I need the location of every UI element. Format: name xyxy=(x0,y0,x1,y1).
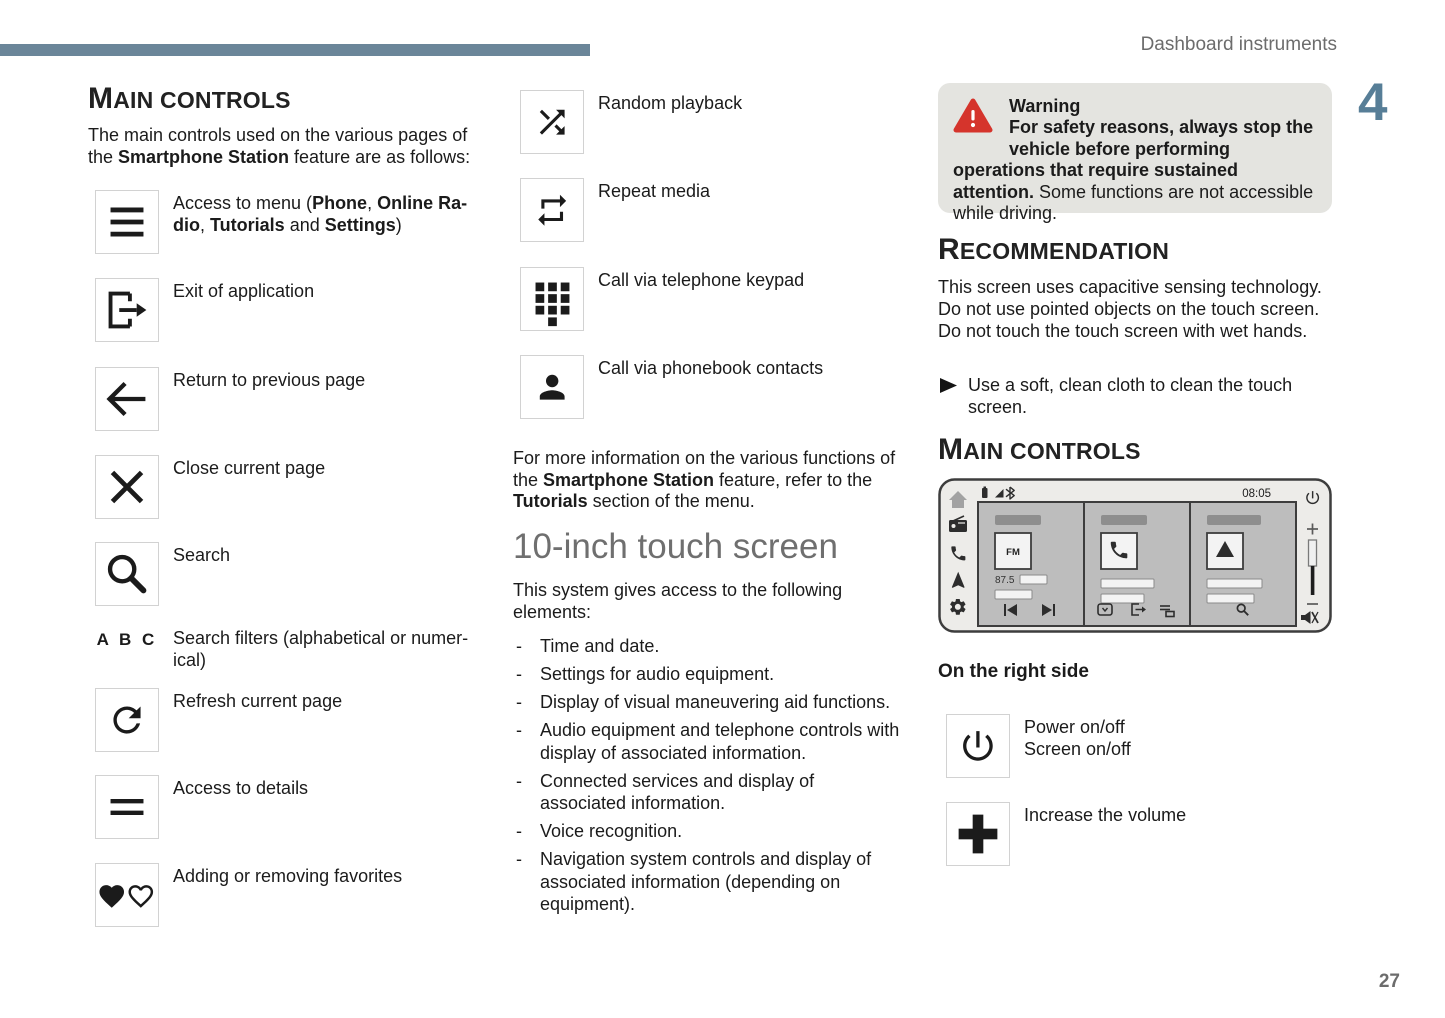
control-row xyxy=(520,178,910,242)
control-row xyxy=(95,455,485,519)
main-controls-intro: The main controls used on the various pages of the Smartphone Station feature are as follows: xyxy=(88,125,471,167)
control-row xyxy=(520,90,910,154)
page-number: 27 xyxy=(1378,971,1400,992)
control-row xyxy=(95,628,485,671)
control-label: Power on/off Screen on/off xyxy=(1024,717,1131,759)
control-label: Return to previous page xyxy=(173,370,366,390)
control-row xyxy=(95,863,485,927)
control-row xyxy=(946,714,1336,778)
tip-row xyxy=(938,375,1318,418)
control-row xyxy=(95,278,485,342)
control-label: Exit of application xyxy=(173,281,315,301)
control-label: Access to menu (Phone, Online Ra- dio, Tutorials and Settings) xyxy=(173,193,468,235)
control-row xyxy=(95,367,485,431)
contacts-icon xyxy=(520,355,584,419)
touch-screen-intro: This system gives access to the following elements: xyxy=(513,580,843,622)
repeat-icon xyxy=(520,178,584,242)
fm-label: FM xyxy=(1006,547,1020,558)
list-item: - Display of visual maneuvering aid functions. xyxy=(513,691,900,714)
control-row xyxy=(95,775,485,839)
control-row xyxy=(520,267,910,331)
abc-filter-icon: A B C xyxy=(96,630,158,649)
action-arrow-icon xyxy=(940,378,957,418)
control-label: Increase the volume xyxy=(1024,805,1187,825)
back-arrow-icon xyxy=(95,367,159,431)
section-heading-main-controls: MAIN CONTROLS xyxy=(88,82,291,115)
page-header-title: Dashboard instruments xyxy=(1140,34,1337,55)
shuffle-icon xyxy=(520,90,584,154)
battery-icon xyxy=(982,487,988,499)
frequency-label: 87.5 xyxy=(995,575,1015,586)
control-label: Search filters (alphabetical or numer- ical) xyxy=(173,628,469,670)
volume-plus-icon xyxy=(946,802,1010,866)
control-row xyxy=(95,542,485,606)
control-label: Refresh current page xyxy=(173,691,343,711)
warning-triangle-icon xyxy=(953,97,993,137)
right-column xyxy=(938,83,1332,963)
details-icon xyxy=(95,775,159,839)
control-label: Repeat media xyxy=(598,181,711,201)
control-row xyxy=(946,802,1336,866)
list-item: - Navigation system controls and display of associated information (depending on equipment). xyxy=(513,848,900,916)
control-label: Adding or removing favorites xyxy=(173,866,403,886)
close-icon xyxy=(95,455,159,519)
control-row xyxy=(95,688,485,752)
tip-text: Use a soft, clean cloth to clean the touch screen. xyxy=(968,375,1293,417)
list-item: - Settings for audio equipment. xyxy=(513,663,900,686)
control-label: Close current page xyxy=(173,458,326,478)
warning-box xyxy=(938,83,1332,223)
clock-label: 08:05 xyxy=(1242,488,1271,500)
control-label: Random playback xyxy=(598,93,743,113)
control-label: Access to details xyxy=(173,778,309,798)
accent-bar xyxy=(0,44,590,56)
control-row xyxy=(95,190,485,254)
favorites-icon xyxy=(95,863,159,927)
left-column xyxy=(88,84,486,984)
control-label: Search xyxy=(173,545,231,565)
touch-screen-heading: 10-inch touch screen xyxy=(513,527,838,566)
touch-screen-elements-list xyxy=(513,635,905,921)
search-icon xyxy=(95,542,159,606)
keypad-icon xyxy=(520,267,584,331)
chapter-number: 4 xyxy=(1358,73,1388,132)
section-heading-recommendation: RECOMMENDATION xyxy=(938,233,1170,266)
warning-title: Warning xyxy=(1009,96,1081,116)
list-item: - Voice recognition. xyxy=(513,820,900,843)
refresh-icon xyxy=(95,688,159,752)
exit-icon xyxy=(95,278,159,342)
right-side-heading: On the right side xyxy=(938,661,1089,682)
middle-column xyxy=(513,90,913,970)
list-item: - Audio equipment and telephone controls with display of associated information. xyxy=(513,719,900,764)
menu-icon xyxy=(95,190,159,254)
list-item: - Time and date. xyxy=(513,635,900,658)
touch-screen-illustration xyxy=(938,478,1332,633)
more-info-text: For more information on the various functions of the Smartphone Station feature, refer to the Tutorials section of the menu. xyxy=(513,448,896,511)
recommendation-text: This screen uses capacitive sensing technology. Do not use pointed objects on the touch screen. Do not touch the touch screen with wet hands. xyxy=(938,277,1322,341)
power-icon xyxy=(946,714,1010,778)
control-row xyxy=(520,355,910,419)
list-item: - Connected services and display of associated information. xyxy=(513,770,900,815)
section-heading-main-controls-2: MAIN CONTROLS xyxy=(938,433,1141,466)
control-label: Call via telephone keypad xyxy=(598,270,805,290)
warning-text: For safety reasons, always stop the vehicle before performing operations that require sustained attention. Some functions are not accessible while driving. xyxy=(953,117,1314,223)
control-label: Call via phonebook contacts xyxy=(598,358,824,378)
